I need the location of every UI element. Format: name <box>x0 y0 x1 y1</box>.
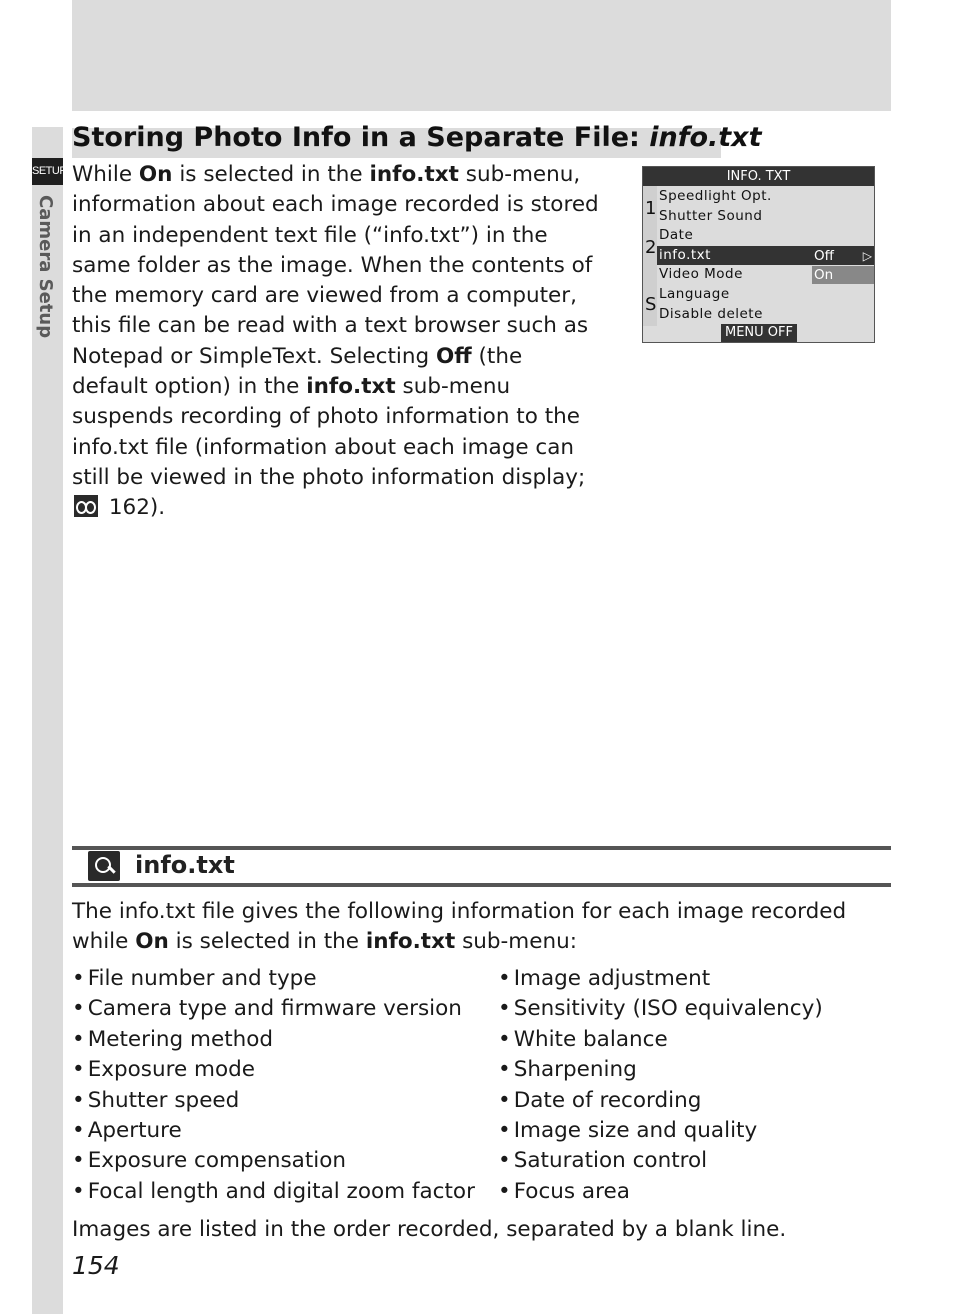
section-side-label: Camera Setup <box>35 195 56 339</box>
page-title <box>72 122 761 153</box>
reference-page: 162 <box>108 495 150 521</box>
list-item: • Focal length and digital zoom factor <box>72 1177 492 1207</box>
lcd-tab-1: 1 <box>645 198 657 219</box>
note-text: The info.txt file gives the following information for each image recorded while <box>72 899 847 955</box>
list-item: • Saturation control <box>498 1146 898 1176</box>
intro-text: ). <box>149 495 166 521</box>
page-reference-icon <box>74 495 98 517</box>
note-bold: info.txt <box>365 929 456 955</box>
list-item: • Sensitivity (ISO equivalency) <box>498 994 898 1024</box>
list-item: • Aperture <box>72 1116 492 1146</box>
note-bold: On <box>135 929 169 955</box>
lcd-option-on: On <box>812 266 874 284</box>
list-item: • Sharpening <box>498 1055 898 1085</box>
intro-bold: Off <box>436 343 472 369</box>
right-arrow-icon: ▷ <box>862 248 872 263</box>
lcd-row: Language <box>659 286 730 302</box>
setup-tab: SETUP <box>32 158 63 185</box>
note-text: is selected in the <box>168 929 366 955</box>
intro-bold: On <box>138 162 173 187</box>
lcd-tab-2: 2 <box>645 237 657 258</box>
lcd-row-selected: info.txt <box>657 246 875 266</box>
magnifier-note-icon <box>88 851 120 881</box>
info-list-right <box>498 964 898 1207</box>
lcd-row: Speedlight Opt. <box>659 188 772 204</box>
list-item: • Camera type and firmware version <box>72 994 492 1024</box>
camera-menu-screenshot <box>642 166 875 343</box>
list-item: • Exposure mode <box>72 1055 492 1085</box>
intro-text: sub-menu suspends recording of photo information to the info.txt file (information about each image can still be viewed in the photo information display; <box>72 374 586 490</box>
closing-note: Images are listed in the order recorded, separated by a blank line. <box>72 1217 787 1242</box>
page-number: 154 <box>72 1251 120 1280</box>
list-item: • Metering method <box>72 1025 492 1055</box>
lcd-row: Video Mode <box>659 266 743 283</box>
intro-bold: info.txt <box>369 162 459 187</box>
list-item: • Shutter speed <box>72 1086 492 1116</box>
intro-text: sub-menu, information about each image recorded is stored in an independent text file (“info.txt”) in the same folder as the image. When the contents of the memory card are viewed from a computer, this file can be read with a text browser such as Notepad or SimpleText. Selecting <box>72 162 599 369</box>
lcd-row: Date <box>659 227 694 244</box>
list-item: • Image size and quality <box>498 1116 898 1146</box>
info-list-left <box>72 964 492 1207</box>
header-band <box>72 0 891 111</box>
list-item: • Focus area <box>498 1177 898 1207</box>
lcd-option-off-label: Off <box>814 247 834 264</box>
intro-paragraph <box>72 160 602 524</box>
list-item: • Exposure compensation <box>72 1146 492 1176</box>
lcd-menu-tabs <box>643 186 657 326</box>
note-title: info.txt <box>135 851 235 879</box>
lcd-row: Disable delete <box>659 305 763 322</box>
intro-text: While <box>72 162 139 187</box>
note-text: sub-menu: <box>455 929 577 955</box>
intro-text: (the default option) in the <box>72 343 523 400</box>
intro-text: is selected in the <box>172 162 370 187</box>
note-intro <box>72 897 902 958</box>
title-text: Storing Photo Info in a Separate File: <box>72 122 650 153</box>
title-italic: info.txt <box>649 122 762 153</box>
lcd-footer: MENU OFF <box>721 324 797 342</box>
list-item: • White balance <box>498 1025 898 1055</box>
list-item: • File number and type <box>72 964 492 994</box>
list-item: • Image adjustment <box>498 964 898 994</box>
note-rule-bottom <box>72 883 891 887</box>
lcd-tab-setup: S <box>645 294 657 315</box>
lcd-row: Shutter Sound <box>659 207 763 224</box>
list-item: • Date of recording <box>498 1086 898 1116</box>
lcd-title: INFO. TXT <box>643 167 874 186</box>
intro-bold: info.txt <box>306 374 396 400</box>
lcd-option-off <box>812 247 874 265</box>
